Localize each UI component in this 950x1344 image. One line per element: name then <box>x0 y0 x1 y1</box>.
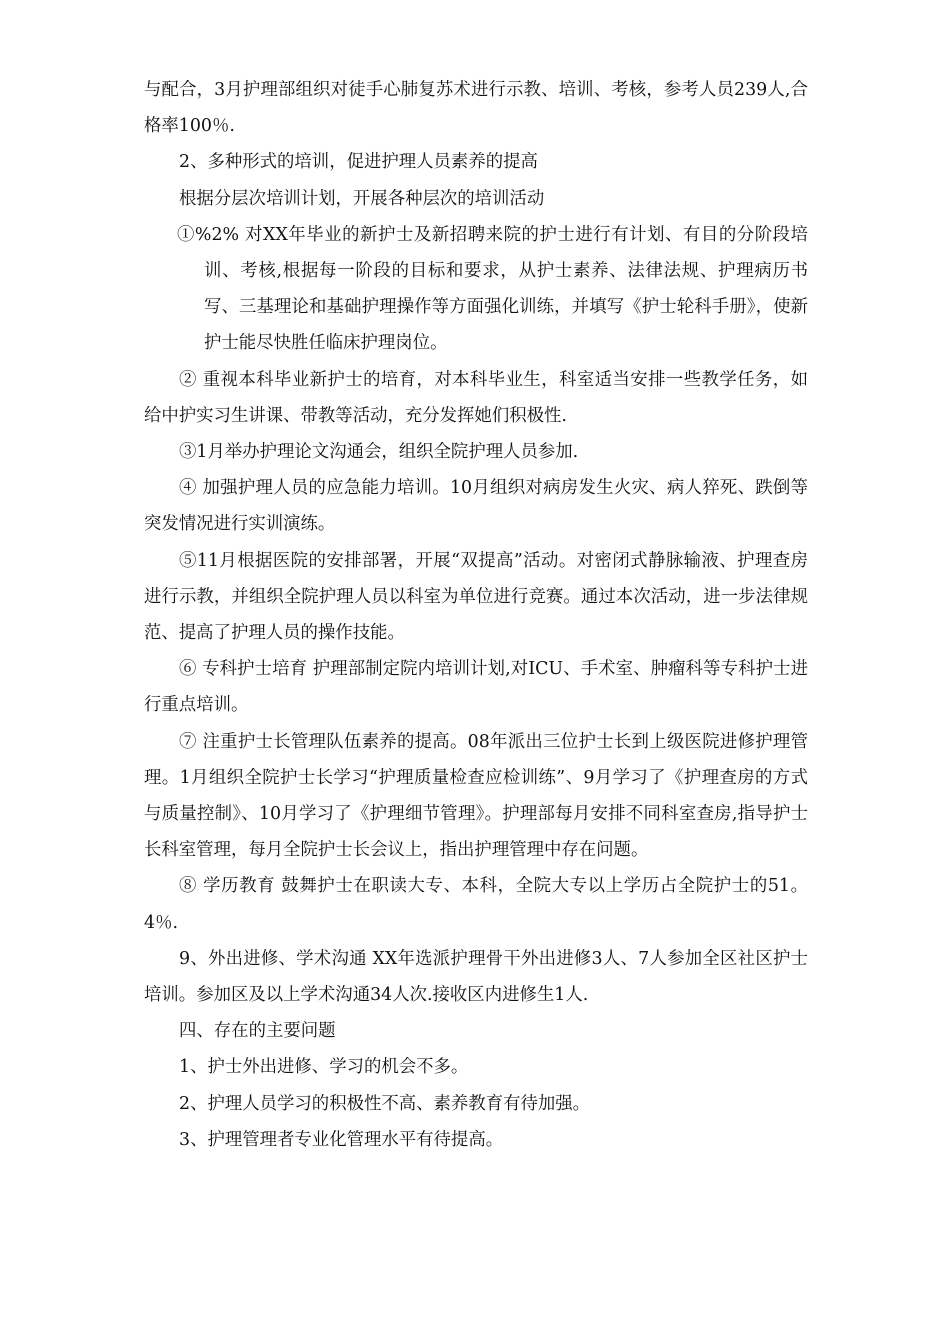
heading-main-problems: 四、存在的主要问题 <box>179 1021 336 1042</box>
document-body <box>144 72 808 1158</box>
list-item-specialist-nurses: ⑥ 专科护士培育 护理部制定院内培训计划,对ICU、手术室、肿瘤科等专科护士进行重点培训。 <box>144 659 808 716</box>
list-item-double-improvement: ⑤11月根据医院的安排部署，开展“双提高”活动。对密闭式静脉输液、护理查房进行示教，并组织全院护理人员以科室为单位进行竞赛。通过本次活动，进一步法律规范、提高了护理人员的操作技能。 <box>144 550 808 644</box>
problem-item-1: 1、护士外出进修、学习的机会不多。 <box>179 1057 469 1078</box>
heading-training-forms: 2、多种形式的培训，促进护理人员素养的提高 <box>179 152 538 173</box>
list-item-education: ⑧ 学历教育 鼓舞护士在职读大专、本科，全院大专以上学历占全院护士的51。4％. <box>144 876 808 933</box>
problem-item-2: 2、护理人员学习的积极性不高、素养教育有待加强。 <box>179 1093 591 1114</box>
paragraph-training-plan: 根据分层次培训计划，开展各种层次的培训活动 <box>179 188 545 209</box>
list-item-paper-meeting: ③1月举办护理论文沟通会，组织全院护理人员参加. <box>179 442 579 463</box>
list-item-emergency-training: ④ 加强护理人员的应急能力培训。10月组织对病房发生火灾、病人猝死、跌倒等突发情况进行实训演练。 <box>144 478 808 535</box>
paragraph-cpr-training-result: 与配合，3月护理部组织对徒手心肺复苏术进行示教、培训、考核，参考人员239人,合格率100％. <box>144 80 808 137</box>
paragraph-external-study: 9、外出进修、学术沟通 XX年选派护理骨干外出进修3人、7人参加全区社区护士培训。参加区及以上学术沟通34人次.接收区内进修生1人. <box>144 948 808 1006</box>
list-item-bachelor-nurses: ② 重视本科毕业新护士的培育，对本科毕业生，科室适当安排一些教学任务，如给中护实习生讲课、带教等活动，充分发挥她们积极性. <box>144 369 808 426</box>
problem-item-3: 3、护理管理者专业化管理水平有待提高。 <box>179 1129 504 1150</box>
list-item-new-nurse-training: ①%2% 对XX年毕业的新护士及新招聘来院的护士进行有计划、有目的分阶段培训、考核,根据每一阶段的目标和要求，从护士素养、法律法规、护理病历书写、三基理论和基础护理操作等方面强化训练，并填写《护士轮科手册》，使新护士能尽快胜任临床护理岗位。 <box>177 224 808 354</box>
list-item-head-nurse-team: ⑦ 注重护士长管理队伍素养的提高。08年派出三位护士长到上级医院进修护理管理。1月组织全院护士长学习“护理质量检查应检训练”、9月学习了《护理查房的方式与质量控制》、10月学习了《护理细节管理》。护理部每月安排不同科室查房,指导护士长科室管理，每月全院护士长会议上，指出护理管理中存在问题。 <box>144 731 808 861</box>
